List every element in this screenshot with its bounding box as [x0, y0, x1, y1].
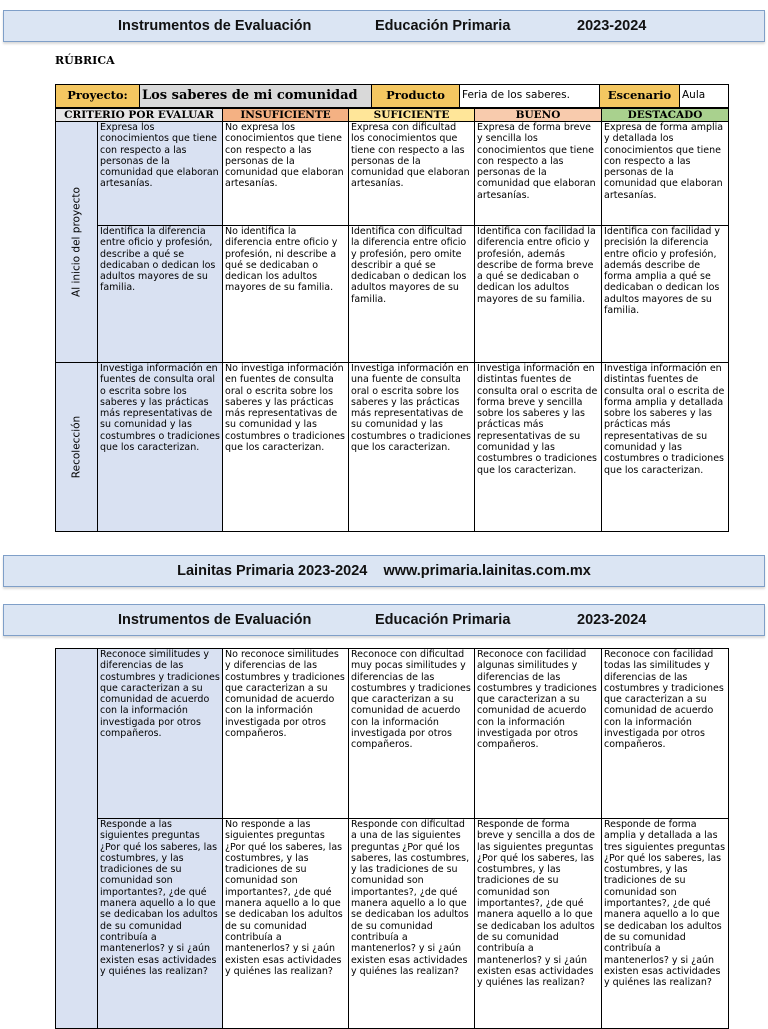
banner-subtitle: Educación Primaria — [375, 612, 511, 628]
phase-cell-inicio — [56, 122, 98, 363]
banner-year: 2023-2024 — [577, 18, 647, 34]
col-criterio: CRITERIO POR EVALUAR — [56, 109, 223, 122]
criterio-cell: Investiga información en fuentes de consulta oral o escrita sobre los saberes y las prácticas más representativas de su comunidad y las costumbres o tradiciones que los caracterizan. — [98, 363, 223, 532]
header-banner-second — [3, 604, 765, 636]
insuficiente-cell: No responde a las siguientes preguntas ¿Por qué los saberes, las costumbres, y las tradiciones de su comunidad son importantes?, ¿de qué manera aquello a lo que se dedicaban los adultos de su comunidad contribuía a mantenerlos? y si ¿aún existen esas actividades y quiénes las realizan? — [223, 819, 349, 1029]
rubrica-label: RÚBRICA — [55, 54, 115, 67]
suficiente-cell: Expresa con dificultad los conocimientos que tiene con respecto a las personas de la comunidad que elaboran artesanías. — [349, 122, 475, 226]
destacado-cell: Responde de forma amplia y detallada a las tres siguientes preguntas ¿Por qué los saberes, las costumbres, y las tradiciones de su comunidad son importantes?, ¿de qué manera aquello a lo que se dedicaban los adultos de su comunidad contribuía a mantenerlos? y si ¿aún existen esas actividades y quiénes las realizan? — [602, 819, 729, 1029]
criterio-cell: Responde a las siguientes preguntas ¿Por qué los saberes, las costumbres, y las tradiciones de su comunidad son importantes?, ¿de qué manera aquello a lo que se dedicaban los adultos de su comunidad contribuía a mantenerlos? y si ¿aún existen esas actividades y quiénes las realizan? — [98, 819, 223, 1029]
table-row — [56, 649, 729, 819]
banner-title: Instrumentos de Evaluación — [118, 612, 312, 628]
bueno-cell: Expresa de forma breve y sencilla los conocimientos que tiene con respecto a las personas de la comunidad que elaboran artesanías. — [475, 122, 602, 226]
project-header-table — [55, 84, 729, 108]
criterio-cell: Reconoce similitudes y diferencias de las costumbres y tradiciones que caracterizan a su comunidad de acuerdo con la información investigada por otros compañeros. — [98, 649, 223, 819]
banner-title: Instrumentos de Evaluación — [118, 18, 312, 34]
insuficiente-cell: No expresa los conocimientos que tiene con respecto a las personas de la comunidad que elaboran artesanías. — [223, 122, 349, 226]
destacado-cell: Expresa de forma amplia y detallada los conocimientos que tiene con respecto a las personas de la comunidad que elaboran artesanías. — [602, 122, 729, 226]
suficiente-cell: Investiga información en una fuente de consulta oral o escrita sobre los saberes y las prácticas más representativas de su comunidad y las costumbres o tradiciones que los caracterizan. — [349, 363, 475, 532]
table-row — [56, 363, 729, 532]
producto-value: Feria de los saberes. — [460, 85, 600, 108]
banner-year: 2023-2024 — [577, 612, 647, 628]
col-destacado: DESTACADO — [602, 109, 729, 122]
insuficiente-cell: No investiga información en fuentes de consulta oral o escrita sobre los saberes y las prácticas más representativas de su comunidad y las costumbres o tradiciones que los caracterizan. — [223, 363, 349, 532]
proyecto-value: Los saberes de mi comunidad — [140, 85, 372, 108]
insuficiente-cell: No reconoce similitudes y diferencias de las costumbres y tradiciones que caracterizan a su comunidad de acuerdo con la información investigada por otros compañeros. — [223, 649, 349, 819]
destacado-cell: Identifica con facilidad y precisión la diferencia entre oficio y profesión, además describe de forma amplia a qué se dedicaban o dedican los adultos mayores de su familia. — [602, 226, 729, 363]
suficiente-cell: Reconoce con dificultad muy pocas similitudes y diferencias de las costumbres y tradiciones que caracterizan a su comunidad de acuerdo con la información investigada por otros compañeros. — [349, 649, 475, 819]
phase-label: Al inicio del proyecto — [69, 187, 82, 297]
proyecto-label: Proyecto: — [56, 85, 140, 108]
destacado-cell: Investiga información en distintas fuentes de consulta oral o escrita de forma amplia y detallada sobre los saberes y las prácticas más representativas de su comunidad y las costumbres o tradiciones que los caracterizan. — [602, 363, 729, 532]
rubric-table-continued — [55, 648, 729, 1029]
producto-label: Producto — [372, 85, 460, 108]
criterio-cell: Identifica la diferencia entre oficio y profesión, describe a qué se dedicaban o dedican los adultos mayores de su familia. — [98, 226, 223, 363]
bueno-cell: Reconoce con facilidad algunas similitudes y diferencias de las costumbres y tradiciones que caracterizan a su comunidad de acuerdo con la información investigada por otros compañeros. — [475, 649, 602, 819]
phase-cell-recoleccion — [56, 363, 98, 532]
table-row — [56, 122, 729, 226]
footer-banner — [3, 555, 765, 587]
bueno-cell: Identifica con facilidad la diferencia entre oficio y profesión, además describe de forma breve a qué se dedicaban o dedican los adultos mayores de su familia. — [475, 226, 602, 363]
rubric-table — [55, 108, 729, 532]
suficiente-cell: Responde con dificultad a una de las siguientes preguntas ¿Por qué los saberes, las costumbres, y las tradiciones de su comunidad son importantes?, ¿de qué manera aquello a lo que se dedicaban los adultos de su comunidad contribuía a mantenerlos? y si ¿aún existen esas actividades y quiénes las realizan? — [349, 819, 475, 1029]
destacado-cell: Reconoce con facilidad todas las similitudes y diferencias de las costumbres y tradiciones que caracterizan a su comunidad de acuerdo con la información investigada por otros compañeros. — [602, 649, 729, 819]
phase-cell-continued — [56, 649, 98, 1029]
phase-label: Recolección — [69, 415, 82, 479]
escenario-label: Escenario — [600, 85, 680, 108]
suficiente-cell: Identifica con dificultad la diferencia entre oficio y profesión, pero omite describir a qué se dedicaban o dedican los adultos mayores de su familia. — [349, 226, 475, 363]
bueno-cell: Responde de forma breve y sencilla a dos de las siguientes preguntas ¿Por qué los saberes, las costumbres, y las tradiciones de su comunidad son importantes?, ¿de qué manera aquello a lo que se dedicaban los adultos de su comunidad contribuía a mantenerlos? y si ¿aún existen esas actividades y quiénes las realizan? — [475, 819, 602, 1029]
col-bueno: BUENO — [475, 109, 602, 122]
footer-text: Lainitas Primaria 2023-2024 www.primaria.lainitas.com.mx — [177, 563, 591, 579]
table-row — [56, 819, 729, 1029]
criterio-cell: Expresa los conocimientos que tiene con respecto a las personas de la comunidad que elaboran artesanías. — [98, 122, 223, 226]
col-insuficiente: INSUFICIENTE — [223, 109, 349, 122]
col-suficiente: SUFICIENTE — [349, 109, 475, 122]
banner-subtitle: Educación Primaria — [375, 18, 511, 34]
bueno-cell: Investiga información en distintas fuentes de consulta oral o escrita de forma breve y sencilla sobre los saberes y las prácticas más representativas de su comunidad y las costumbres o tradiciones que los caracterizan. — [475, 363, 602, 532]
escenario-value: Aula — [680, 85, 729, 108]
header-banner-top — [3, 10, 765, 42]
table-row — [56, 226, 729, 363]
insuficiente-cell: No identifica la diferencia entre oficio y profesión, ni describe a qué se dedicaban o dedican los adultos mayores de su familia. — [223, 226, 349, 363]
